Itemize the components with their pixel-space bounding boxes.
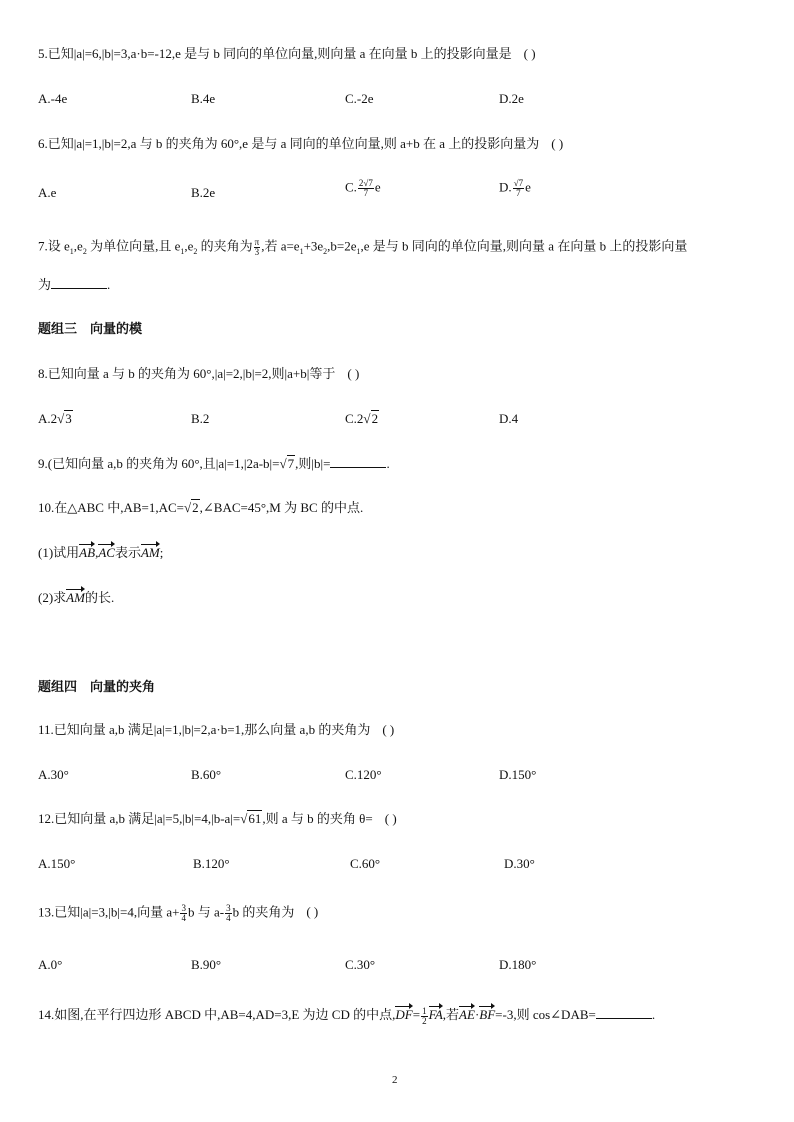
answer-paren: ( )	[306, 904, 319, 920]
option-c: C.120°	[345, 767, 382, 782]
answer-blank[interactable]	[596, 1006, 652, 1019]
question-13	[38, 904, 318, 923]
option-c	[345, 179, 381, 198]
fraction-denominator: 2	[422, 1015, 427, 1026]
fraction-denominator: 3	[254, 247, 260, 257]
question-11	[38, 722, 394, 738]
question-10-part-2	[38, 590, 114, 606]
q10-text: (1)试用	[38, 545, 80, 560]
option-b: B.60°	[191, 767, 222, 782]
q7-text: +3e	[303, 238, 324, 254]
q7-text: ,若 a=e	[261, 238, 300, 254]
option-c: C.60°	[350, 856, 381, 871]
q7-text: ,e	[73, 238, 83, 254]
question-7-line-2	[38, 276, 110, 293]
answer-paren: ( )	[523, 46, 536, 61]
fraction-denominator: 7	[363, 188, 369, 198]
q10-text: (2)求	[38, 590, 67, 605]
q13-text: 13.已知|a|=3,|b|=4,向量 a+	[38, 904, 180, 920]
fraction-numerator: 1	[422, 1005, 427, 1016]
q12-text: 12.已知向量 a,b 满足|a|=5,|b|=4,|b-a|=	[38, 811, 241, 826]
option-d: D.4	[499, 411, 519, 426]
fraction-numerator: π	[254, 237, 260, 247]
option-a-label: A.2	[38, 411, 58, 426]
option-d: D.2e	[499, 91, 524, 106]
fraction	[225, 904, 232, 923]
sqrt: √7	[279, 456, 295, 471]
option-d: D.150°	[499, 767, 537, 782]
option-b: B.120°	[193, 856, 230, 871]
vector-fa: FA	[428, 1007, 443, 1022]
q10-text: 10.在△ABC 中,AB=1,AC=	[38, 500, 185, 515]
q13-text: b 与 a-	[187, 904, 225, 920]
fraction-denominator: 4	[226, 913, 231, 923]
q14-text: =-3,则 cos∠DAB=	[495, 1007, 596, 1022]
fraction-numerator: 2√7	[358, 178, 373, 188]
q14-text: =	[412, 1007, 421, 1022]
answer-paren: ( )	[347, 366, 360, 381]
question-12-options	[38, 856, 738, 874]
option-c-label: C.2	[345, 411, 364, 426]
sqrt: √2	[184, 500, 199, 515]
question-13-options	[38, 957, 738, 975]
option-b: B.90°	[191, 957, 222, 972]
q13-text: b 的夹角为	[232, 904, 295, 920]
question-8-options	[38, 411, 738, 429]
q7-text: ,b=2e	[327, 238, 357, 254]
fraction-numerator: √7	[513, 178, 524, 188]
answer-blank[interactable]	[51, 276, 107, 289]
radicand: 3	[65, 411, 72, 426]
option-b: B.4e	[191, 91, 216, 106]
q14-text: 14.如图,在平行四边形 ABCD 中,AB=4,AD=3,E 为边 CD 的中点,	[38, 1007, 396, 1022]
answer-paren: ( )	[384, 811, 397, 826]
q7-text: .	[107, 277, 111, 292]
question-6-options	[38, 178, 738, 203]
option-a: A.e	[38, 185, 57, 200]
option-c: C.30°	[345, 957, 376, 972]
question-5-options	[38, 91, 738, 109]
option-d	[499, 179, 531, 198]
q7-text: ,e 是与 b 同向的单位向量,则向量 a 在向量 b 上的投影向量	[360, 238, 688, 254]
option-a	[38, 411, 73, 427]
fraction-numerator: 3	[226, 903, 231, 913]
question-10-part-1	[38, 545, 163, 561]
fraction	[358, 179, 374, 198]
q10-text: ,∠BAC=45°,M 为 BC 的中点.	[199, 500, 364, 515]
vector-ab: AB	[79, 545, 96, 560]
question-8-text: 8.已知向量 a 与 b 的夹角为 60°,|a|=2,|b|=2,则|a+b|等于	[38, 366, 336, 381]
subscript: 2	[323, 247, 328, 257]
fraction-denominator: 7	[516, 188, 521, 198]
section-heading-3: 题组三 向量的模	[38, 321, 143, 336]
q7-text: 为单位向量,且 e	[86, 238, 181, 254]
question-8	[38, 366, 359, 382]
vector-bf: BF	[479, 1007, 496, 1022]
subscript: 1	[69, 247, 74, 257]
option-a: A.0°	[38, 957, 63, 972]
option-a: A.-4e	[38, 91, 68, 106]
option-b: B.2	[191, 411, 210, 426]
q12-text: ,则 a 与 b 的夹角 θ=	[262, 811, 373, 826]
q14-text: .	[651, 1007, 656, 1022]
option-d-label: D.	[499, 179, 512, 195]
radicand: 61	[248, 811, 262, 826]
vector-am: AM	[140, 545, 160, 560]
vector-ae: AE	[459, 1007, 475, 1022]
option-a: A.150°	[38, 856, 76, 871]
option-d: D.180°	[499, 957, 537, 972]
q10-text: 的长.	[84, 590, 115, 605]
q14-text: ,若	[442, 1007, 460, 1022]
fraction	[180, 904, 187, 923]
question-14	[38, 1006, 655, 1026]
q7-text: ,e	[184, 238, 194, 254]
fraction-numerator: 3	[181, 903, 186, 913]
subscript: 1	[180, 247, 185, 257]
q9-text: 9.(已知向量 a,b 的夹角为 60°,且|a|=1,|2a-b|=	[38, 456, 280, 471]
question-7	[38, 238, 687, 260]
subscript: 1	[356, 247, 361, 257]
question-11-options	[38, 767, 738, 785]
answer-paren: ( )	[382, 722, 395, 737]
q14-text: ·	[474, 1007, 480, 1022]
option-c-label: C.	[345, 179, 357, 195]
option-c	[345, 411, 379, 427]
option-c: C.-2e	[345, 91, 374, 106]
fraction-denominator: 4	[181, 913, 186, 923]
vector-df: DF	[395, 1007, 413, 1022]
q9-text: ,则|b|=	[295, 456, 331, 471]
sqrt: √3	[57, 411, 72, 426]
sqrt: √2	[363, 411, 379, 426]
subscript: 1	[299, 247, 304, 257]
question-5	[38, 46, 536, 62]
q7-text: 为	[38, 277, 52, 292]
q9-text: .	[386, 456, 390, 471]
question-9	[38, 455, 390, 472]
q7-text: 7.设 e	[38, 238, 70, 254]
q10-text: 表示	[114, 545, 141, 560]
question-11-text: 11.已知向量 a,b 满足|a|=1,|b|=2,a·b=1,那么向量 a,b 的夹角为	[38, 722, 371, 737]
q10-text: ,	[95, 545, 99, 560]
fraction	[421, 1007, 428, 1026]
option-d: D.30°	[504, 856, 535, 871]
page-number: 2	[392, 1074, 398, 1086]
answer-paren: ( )	[551, 136, 564, 151]
option-d-suffix: e	[525, 179, 531, 195]
question-12	[38, 811, 397, 827]
vector-ac: AC	[98, 545, 115, 560]
fraction	[254, 238, 261, 257]
question-6	[38, 136, 563, 152]
subscript: 2	[193, 247, 198, 257]
option-b: B.2e	[191, 185, 216, 200]
sqrt: √61	[240, 811, 262, 826]
q10-text: ;	[159, 545, 164, 560]
answer-blank[interactable]	[330, 455, 386, 468]
subscript: 2	[82, 247, 87, 257]
section-heading-4: 题组四 向量的夹角	[38, 679, 156, 694]
vector-am: AM	[66, 590, 85, 605]
fraction	[513, 179, 524, 198]
q7-text: 的夹角为	[197, 238, 253, 254]
radicand: 2	[371, 411, 379, 426]
radicand: 2	[192, 500, 199, 515]
radicand: 7	[287, 456, 295, 471]
option-c-suffix: e	[374, 179, 381, 195]
question-10	[38, 500, 363, 516]
question-6-text: 6.已知|a|=1,|b|=2,a 与 b 的夹角为 60°,e 是与 a 同向的单位向量,则 a+b 在 a 上的投影向量为	[38, 136, 540, 151]
question-5-text: 5.已知|a|=6,|b|=3,a·b=-12,e 是与 b 同向的单位向量,则向量 a 在向量 b 上的投影向量是	[38, 46, 512, 61]
option-a: A.30°	[38, 767, 69, 782]
